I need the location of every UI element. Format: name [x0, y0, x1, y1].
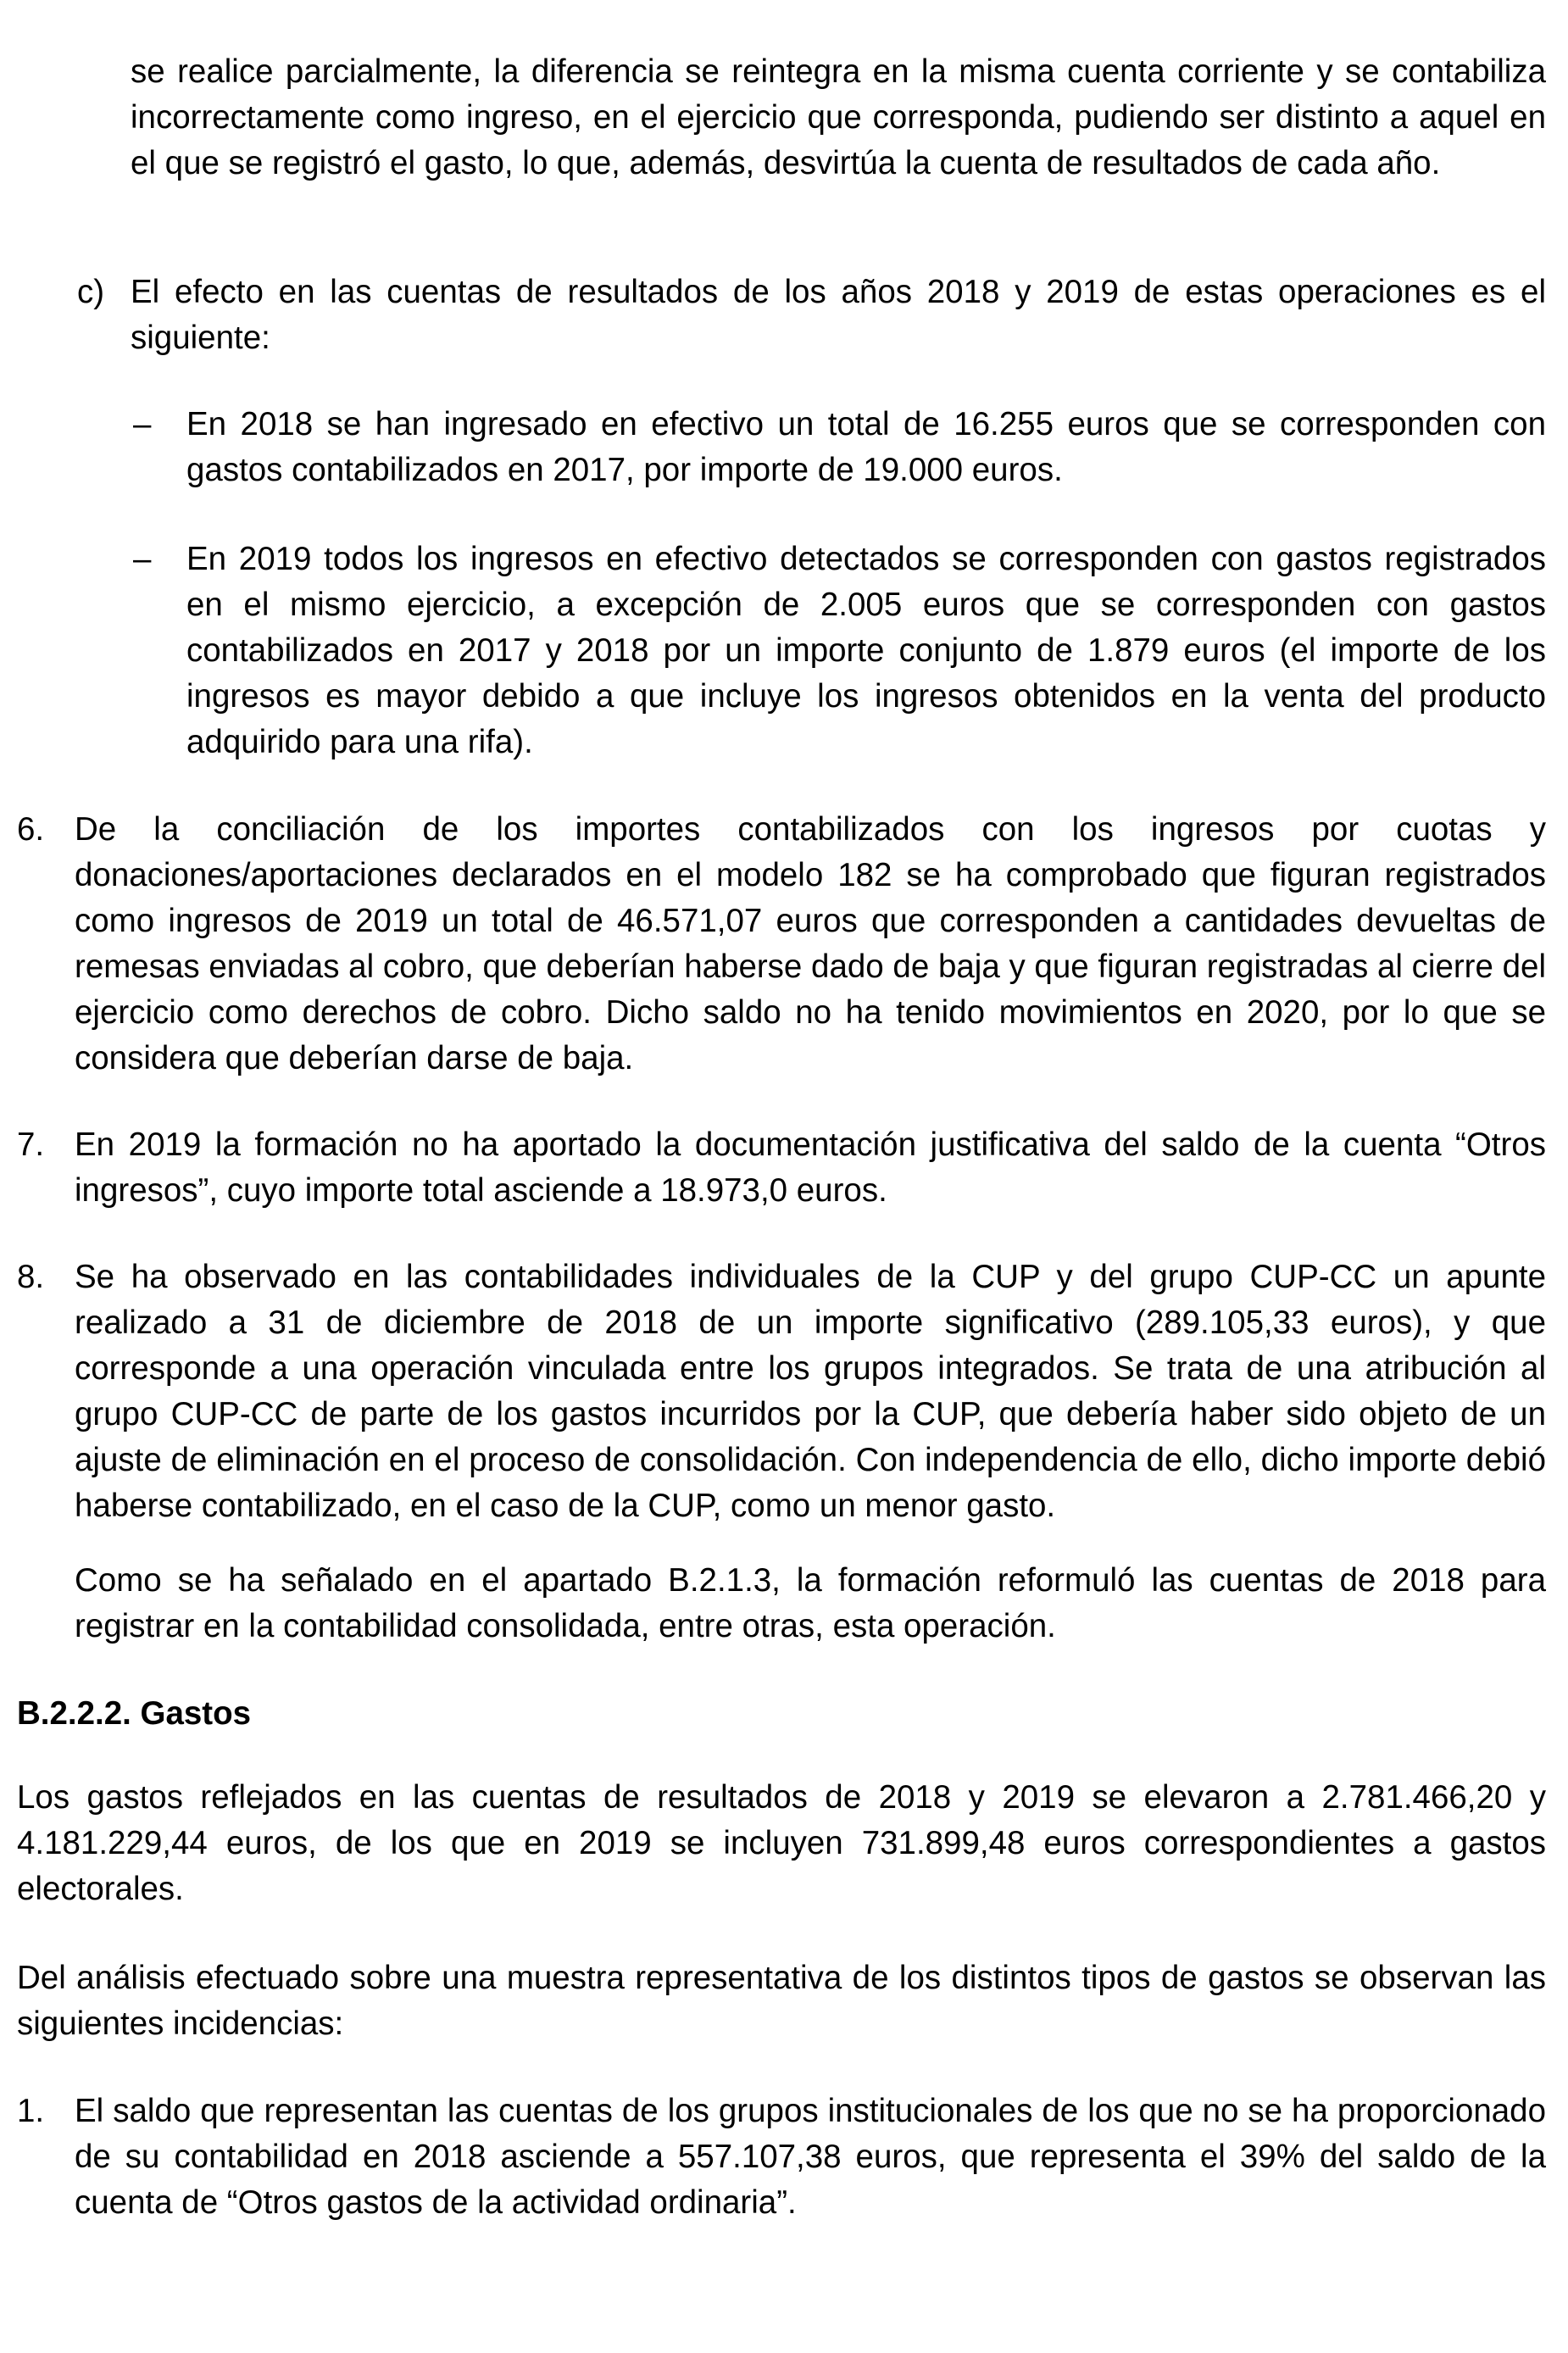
item-7-marker: 7.	[17, 1126, 45, 1163]
bullet-marker: –	[133, 541, 152, 577]
item-6-text: De la conciliación de los importes contabilizados con los ingresos por cuotas y donaciones/aportaciones declarados en el modelo 182 se ha comprobado que figuran registrados como ingresos de 2019 un total de 46.571,07 euros que corresponden a cantidades devueltas de remesas enviadas al cobro, que deberían haberse dado de baja y que figuran registradas al cierre del ejercicio como derechos de cobro. Dicho saldo no ha tenido movimientos en 2020, por lo que se considera que deberían darse de baja.	[75, 811, 1546, 1076]
gastos-paragraph-2: Del análisis efectuado sobre una muestra representativa de los distintos tipos de gastos se observan las siguientes incidencias:	[17, 1960, 1546, 2042]
gastos-item-1-marker: 1.	[17, 2093, 45, 2129]
item-6-marker: 6.	[17, 811, 45, 848]
item-8-marker: 8.	[17, 1259, 45, 1295]
gastos-paragraph-1: Los gastos reflejados en las cuentas de resultados de 2018 y 2019 se elevaron a 2.781.466,20 y 4.181.229,44 euros, de los que en 2019 se incluyen 731.899,48 euros correspondientes a gastos electorales.	[17, 1779, 1546, 1907]
item-7-text: En 2019 la formación no ha aportado la documentación justificativa del saldo de la cuenta “Otros ingresos”, cuyo importe total asciende a 18.973,0 euros.	[75, 1126, 1546, 1209]
section-heading-gastos: B.2.2.2. Gastos	[17, 1695, 252, 1732]
item-8-followup: Como se ha señalado en el apartado B.2.1.3, la formación reformuló las cuentas de 2018 para registrar en la contabilidad consolidada, entre otras, esta operación.	[75, 1562, 1546, 1644]
bullet-marker: –	[133, 406, 152, 442]
intro-paragraph: se realice parcialmente, la diferencia se reintegra en la misma cuenta corriente y se contabiliza incorrectamente como ingreso, en el ejercicio que corresponda, pudiendo ser distinto a aquel en el que se registró el gasto, lo que, además, desvirtúa la cuenta de resultados de cada año.	[131, 53, 1546, 181]
item-c-text: El efecto en las cuentas de resultados de los años 2018 y 2019 de estas operaciones es el siguiente:	[131, 274, 1546, 356]
item-c-marker: c)	[77, 274, 105, 310]
bullet-text-2018: En 2018 se han ingresado en efectivo un total de 16.255 euros que se corresponden con gastos contabilizados en 2017, por importe de 19.000 euros.	[186, 406, 1546, 488]
bullet-text-2019: En 2019 todos los ingresos en efectivo detectados se corresponden con gastos registrados en el mismo ejercicio, a excepción de 2.005 euros que se corresponden con gastos contabilizados en 2017 y 2018 por un importe conjunto de 1.879 euros (el importe de los ingresos es mayor debido a que incluye los ingresos obtenidos en la venta del producto adquirido para una rifa).	[186, 541, 1546, 760]
item-8-text: Se ha observado en las contabilidades individuales de la CUP y del grupo CUP-CC un apunte realizado a 31 de diciembre de 2018 de un importe significativo (289.105,33 euros), y que corresponde a una operación vinculada entre los grupos integrados. Se trata de una atribución al grupo CUP-CC de parte de los gastos incurridos por la CUP, que debería haber sido objeto de un ajuste de eliminación en el proceso de consolidación. Con independencia de ello, dicho importe debió haberse contabilizado, en el caso de la CUP, como un menor gasto.	[75, 1259, 1546, 1524]
gastos-item-1-text: El saldo que representan las cuentas de los grupos institucionales de los que no se ha proporcionado de su contabilidad en 2018 asciende a 557.107,38 euros, que representa el 39% del saldo de la cuenta de “Otros gastos de la actividad ordinaria”.	[75, 2093, 1546, 2221]
